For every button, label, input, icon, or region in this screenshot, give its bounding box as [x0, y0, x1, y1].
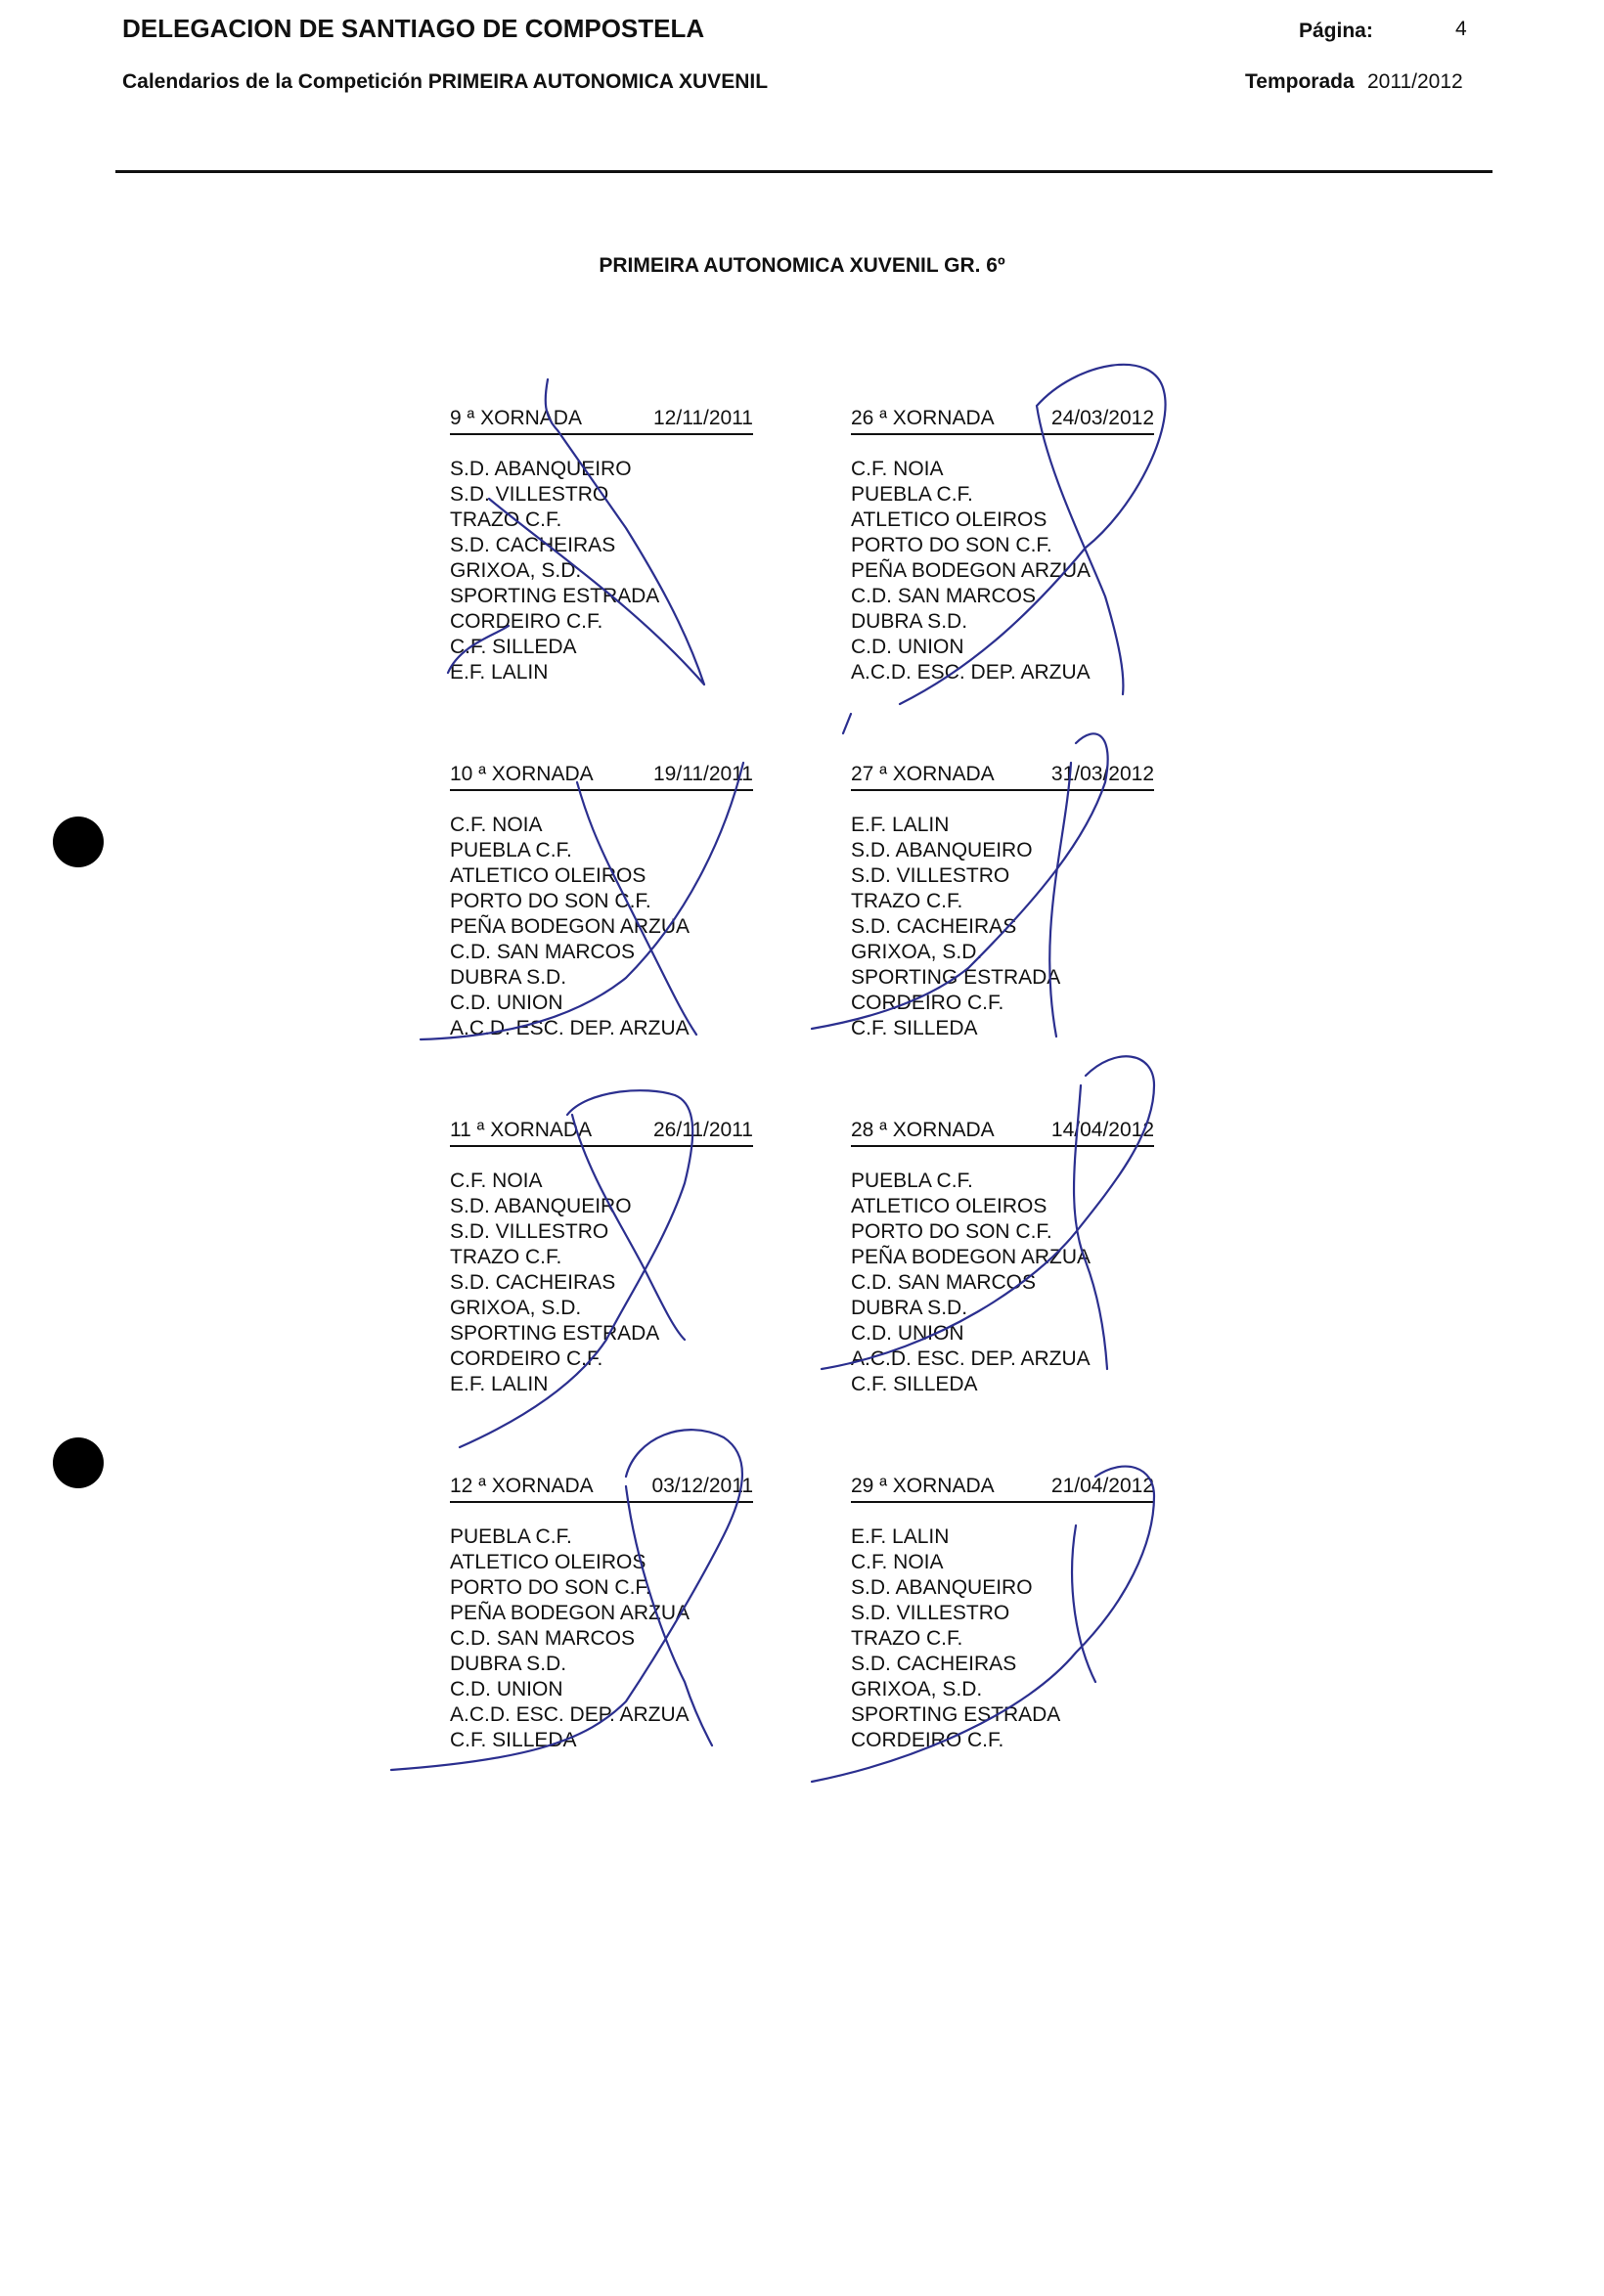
team-name: PORTO DO SON C.F. — [450, 890, 651, 912]
team-name: C.F. SILLEDA — [851, 1017, 978, 1039]
team-name: ATLETICO OLEIROS — [851, 1195, 1047, 1217]
team-name: S.D. VILLESTRO — [450, 1220, 609, 1243]
round-date: 24/03/2012 — [1050, 407, 1154, 429]
round-label: 12 ª XORNADA — [450, 1475, 594, 1497]
team-name: TRAZO C.F. — [450, 1246, 562, 1268]
team-name: DUBRA S.D. — [450, 1653, 567, 1675]
round-block — [851, 407, 1154, 685]
round-header — [450, 1119, 753, 1147]
round-date: 31/03/2012 — [1050, 763, 1154, 785]
round-date: 26/11/2011 — [653, 1119, 753, 1141]
team-name: TRAZO C.F. — [851, 890, 963, 912]
team-name: E.F. LALIN — [450, 661, 549, 684]
round-date: 03/12/2011 — [651, 1475, 753, 1497]
team-name: C.D. UNION — [851, 1322, 964, 1345]
round-label: 29 ª XORNADA — [851, 1475, 995, 1497]
round-header — [450, 1475, 753, 1503]
team-name: E.F. LALIN — [450, 1373, 549, 1395]
team-name: PUEBLA C.F. — [450, 839, 572, 861]
team-name: ATLETICO OLEIROS — [450, 864, 646, 887]
team-name: PEÑA BODEGON ARZUA — [851, 559, 1092, 582]
round-block — [851, 1475, 1154, 1753]
team-name: CORDEIRO C.F. — [851, 992, 1004, 1014]
team-name: S.D. CACHEIRAS — [450, 534, 616, 556]
team-name: DUBRA S.D. — [450, 966, 567, 989]
team-name: C.D. UNION — [450, 1678, 563, 1700]
team-name: A.C.D. ESC. DEP. ARZUA — [851, 661, 1091, 684]
round-block — [450, 1119, 753, 1397]
team-name: S.D. VILLESTRO — [450, 483, 609, 506]
team-name: C.F. NOIA — [851, 1551, 944, 1573]
punch-hole-icon — [53, 1437, 104, 1488]
team-name: CORDEIRO C.F. — [851, 1729, 1004, 1751]
team-name: CORDEIRO C.F. — [450, 610, 603, 633]
team-name: E.F. LALIN — [851, 1525, 950, 1548]
team-name: S.D. VILLESTRO — [851, 864, 1010, 887]
team-name: C.D. UNION — [851, 636, 964, 658]
team-name: PUEBLA C.F. — [851, 1170, 973, 1192]
team-name: S.D. CACHEIRAS — [450, 1271, 616, 1294]
team-name: C.F. SILLEDA — [450, 1729, 577, 1751]
team-name: S.D. ABANQUEIRO — [851, 839, 1033, 861]
team-name: SPORTING ESTRADA — [450, 585, 660, 607]
team-name: CORDEIRO C.F. — [450, 1347, 603, 1370]
team-list — [851, 457, 1154, 685]
season-value: 2011/2012 — [1367, 70, 1463, 93]
team-name: C.D. UNION — [450, 992, 563, 1014]
team-name: GRIXOA, S.D. — [851, 941, 983, 963]
round-block — [450, 1475, 753, 1753]
round-header — [851, 763, 1154, 791]
team-name: GRIXOA, S.D. — [851, 1678, 983, 1700]
team-name: A.C.D. ESC. DEP. ARZUA — [851, 1347, 1091, 1370]
team-name: TRAZO C.F. — [851, 1627, 963, 1650]
team-list — [851, 1524, 1154, 1753]
header-divider — [115, 170, 1493, 173]
team-name: PEÑA BODEGON ARZUA — [450, 1602, 691, 1624]
team-name: E.F. LALIN — [851, 814, 950, 836]
team-name: PORTO DO SON C.F. — [851, 1220, 1052, 1243]
team-name: S.D. ABANQUEIRO — [450, 458, 632, 480]
team-name: PORTO DO SON C.F. — [450, 1576, 651, 1599]
round-label: 26 ª XORNADA — [851, 407, 995, 429]
team-list — [450, 457, 753, 685]
header-subtitle: Calendarios de la Competición PRIMEIRA AUTONOMICA XUVENIL — [122, 70, 769, 93]
round-block — [851, 763, 1154, 1041]
team-name: C.F. NOIA — [851, 458, 944, 480]
team-name: TRAZO C.F. — [450, 508, 562, 531]
season-label: Temporada — [1245, 70, 1355, 93]
round-header — [450, 407, 753, 435]
header-title: DELEGACION DE SANTIAGO DE COMPOSTELA — [122, 14, 705, 43]
round-block — [450, 763, 753, 1041]
round-header — [851, 1119, 1154, 1147]
team-name: C.F. SILLEDA — [450, 636, 577, 658]
round-block — [851, 1119, 1154, 1397]
team-list — [851, 813, 1154, 1041]
round-label: 10 ª XORNADA — [450, 763, 594, 785]
team-name: PUEBLA C.F. — [851, 483, 973, 506]
round-header — [851, 407, 1154, 435]
team-name: DUBRA S.D. — [851, 1297, 968, 1319]
team-name: S.D. ABANQUEIRO — [450, 1195, 632, 1217]
team-name: S.D. VILLESTRO — [851, 1602, 1010, 1624]
round-header — [851, 1475, 1154, 1503]
team-name: PEÑA BODEGON ARZUA — [450, 915, 691, 938]
team-name: ATLETICO OLEIROS — [851, 508, 1047, 531]
round-block — [450, 407, 753, 685]
round-label: 27 ª XORNADA — [851, 763, 995, 785]
round-date: 19/11/2011 — [653, 763, 753, 785]
team-name: SPORTING ESTRADA — [851, 1703, 1061, 1726]
team-name: C.D. SAN MARCOS — [450, 941, 636, 963]
team-list — [450, 1169, 753, 1397]
team-name: S.D. ABANQUEIRO — [851, 1576, 1033, 1599]
round-label: 28 ª XORNADA — [851, 1119, 995, 1141]
team-name: PUEBLA C.F. — [450, 1525, 572, 1548]
round-date: 12/11/2011 — [653, 407, 753, 429]
team-name: SPORTING ESTRADA — [851, 966, 1061, 989]
team-name: C.F. NOIA — [450, 1170, 543, 1192]
team-list — [450, 1524, 753, 1753]
team-name: PORTO DO SON C.F. — [851, 534, 1052, 556]
team-name: GRIXOA, S.D. — [450, 1297, 582, 1319]
team-name: C.F. SILLEDA — [851, 1373, 978, 1395]
team-name: ATLETICO OLEIROS — [450, 1551, 646, 1573]
team-name: A.C.D. ESC. DEP. ARZUA — [450, 1017, 690, 1039]
team-list — [851, 1169, 1154, 1397]
team-name: SPORTING ESTRADA — [450, 1322, 660, 1345]
team-name: DUBRA S.D. — [851, 610, 968, 633]
round-label: 9 ª XORNADA — [450, 407, 582, 429]
team-name: A.C.D. ESC. DEP. ARZUA — [450, 1703, 690, 1726]
punch-hole-icon — [53, 817, 104, 867]
team-list — [450, 813, 753, 1041]
group-title: PRIMEIRA AUTONOMICA XUVENIL GR. 6º — [599, 254, 1005, 277]
team-name: C.D. SAN MARCOS — [851, 1271, 1037, 1294]
team-name: GRIXOA, S.D. — [450, 559, 582, 582]
round-date: 14/04/2012 — [1050, 1119, 1154, 1141]
page-number: 4 — [1455, 18, 1467, 40]
round-header — [450, 763, 753, 791]
page-label: Página: — [1299, 20, 1373, 42]
team-name: S.D. CACHEIRAS — [851, 915, 1017, 938]
team-name: S.D. CACHEIRAS — [851, 1653, 1017, 1675]
team-name: C.D. SAN MARCOS — [851, 585, 1037, 607]
team-name: PEÑA BODEGON ARZUA — [851, 1246, 1092, 1268]
round-date: 21/04/2012 — [1050, 1475, 1154, 1497]
round-label: 11 ª XORNADA — [450, 1119, 593, 1141]
team-name: C.D. SAN MARCOS — [450, 1627, 636, 1650]
team-name: C.F. NOIA — [450, 814, 543, 836]
